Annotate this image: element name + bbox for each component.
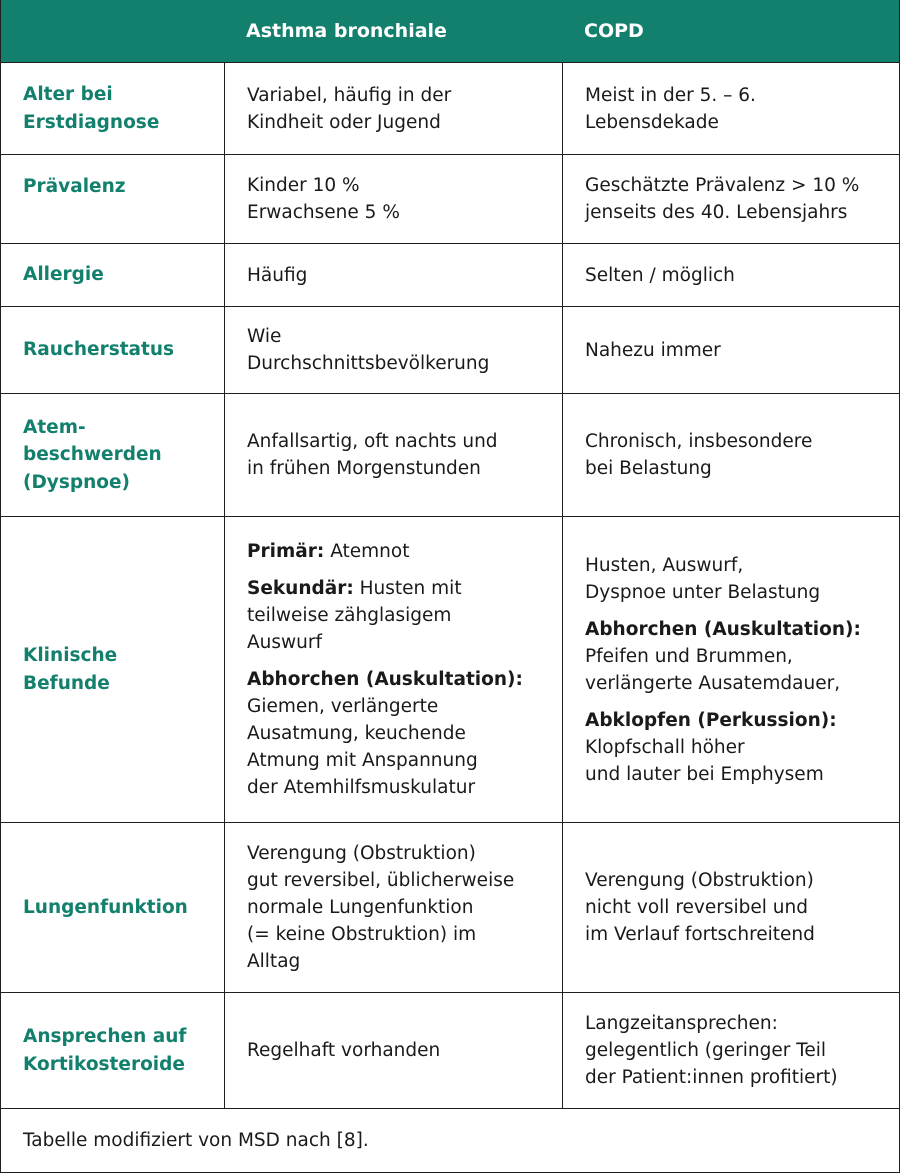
copd-percussion: Abklopfen (Perkussion): Klopfschall höher und lauter bei Emphysem [585,709,837,785]
asthma-cell: Verengung (Obstruktion) gut reversibel, üblicherweise normale Lungenfunktion (= keine Obstruktion) im Alltag [224,823,562,992]
copd-cell: Langzeitansprechen: gelegentlich (geringer Teil der Patient:innen profitiert) [562,993,899,1108]
asthma-cell: Variabel, häufig in der Kindheit oder Jugend [224,63,562,154]
row-label: Alter bei Erstdiagnose [23,84,160,133]
table-row [1,154,899,243]
primary-finding: Primär: Atemnot [247,541,410,562]
copd-cell [562,517,899,822]
table-row [1,393,899,516]
table-row [1,306,899,393]
copd-intro: Husten, Auswurf, Dyspnoe unter Belastung [585,554,821,603]
table-row [1,62,899,154]
table-header [1,0,899,62]
header-copd: COPD [584,20,644,42]
table-row [1,822,899,992]
copd-cell: Chronisch, insbesondere bei Belastung [562,394,899,516]
table-row [1,516,899,822]
row-label: Klinische Befunde [23,645,118,694]
copd-cell: Verengung (Obstruktion) nicht voll reversibel und im Verlauf fortschreitend [562,823,899,992]
row-label: Allergie [23,264,104,286]
asthma-cell: Kinder 10 % Erwachsene 5 % [224,155,562,243]
copd-cell: Nahezu immer [562,307,899,393]
asthma-cell: Wie Durchschnittsbevölkerung [224,307,562,393]
row-label: Ansprechen auf Kortikosteroide [23,1026,187,1075]
table-footnote: Tabelle modifiziert von MSD nach [8]. [1,1108,899,1172]
asthma-cell [224,517,562,822]
header-empty-cell [1,0,224,62]
row-label: Atem- beschwerden (Dyspnoe) [23,416,162,493]
table-row [1,243,899,306]
row-label: Prävalenz [23,176,126,197]
copd-cell: Geschätzte Prävalenz > 10 % jenseits des 40. Lebensjahrs [562,155,899,243]
secondary-finding: Sekundär: Husten mit teilweise zähglasigem Auswurf [247,578,462,653]
auscultation-finding: Abhorchen (Auskultation): Giemen, verlängerte Ausatmung, keuchende Atmung mit Anspannung der Atemhilfsmuskulatur [247,669,523,798]
copd-auscultation: Abhorchen (Auskultation): Pfeifen und Brummen, verlängerte Ausatemdauer, [585,618,861,694]
row-label: Raucherstatus [23,339,175,361]
table-row [1,992,899,1108]
asthma-cell: Anfallsartig, oft nachts und in frühen Morgenstunden [224,394,562,516]
asthma-cell: Häufig [224,244,562,306]
row-label: Lungenfunktion [23,896,188,918]
copd-cell: Selten / möglich [562,244,899,306]
header-asthma: Asthma bronchiale [246,20,447,42]
asthma-cell: Regelhaft vorhanden [224,993,562,1108]
copd-cell: Meist in der 5. – 6. Lebensdekade [562,63,899,154]
